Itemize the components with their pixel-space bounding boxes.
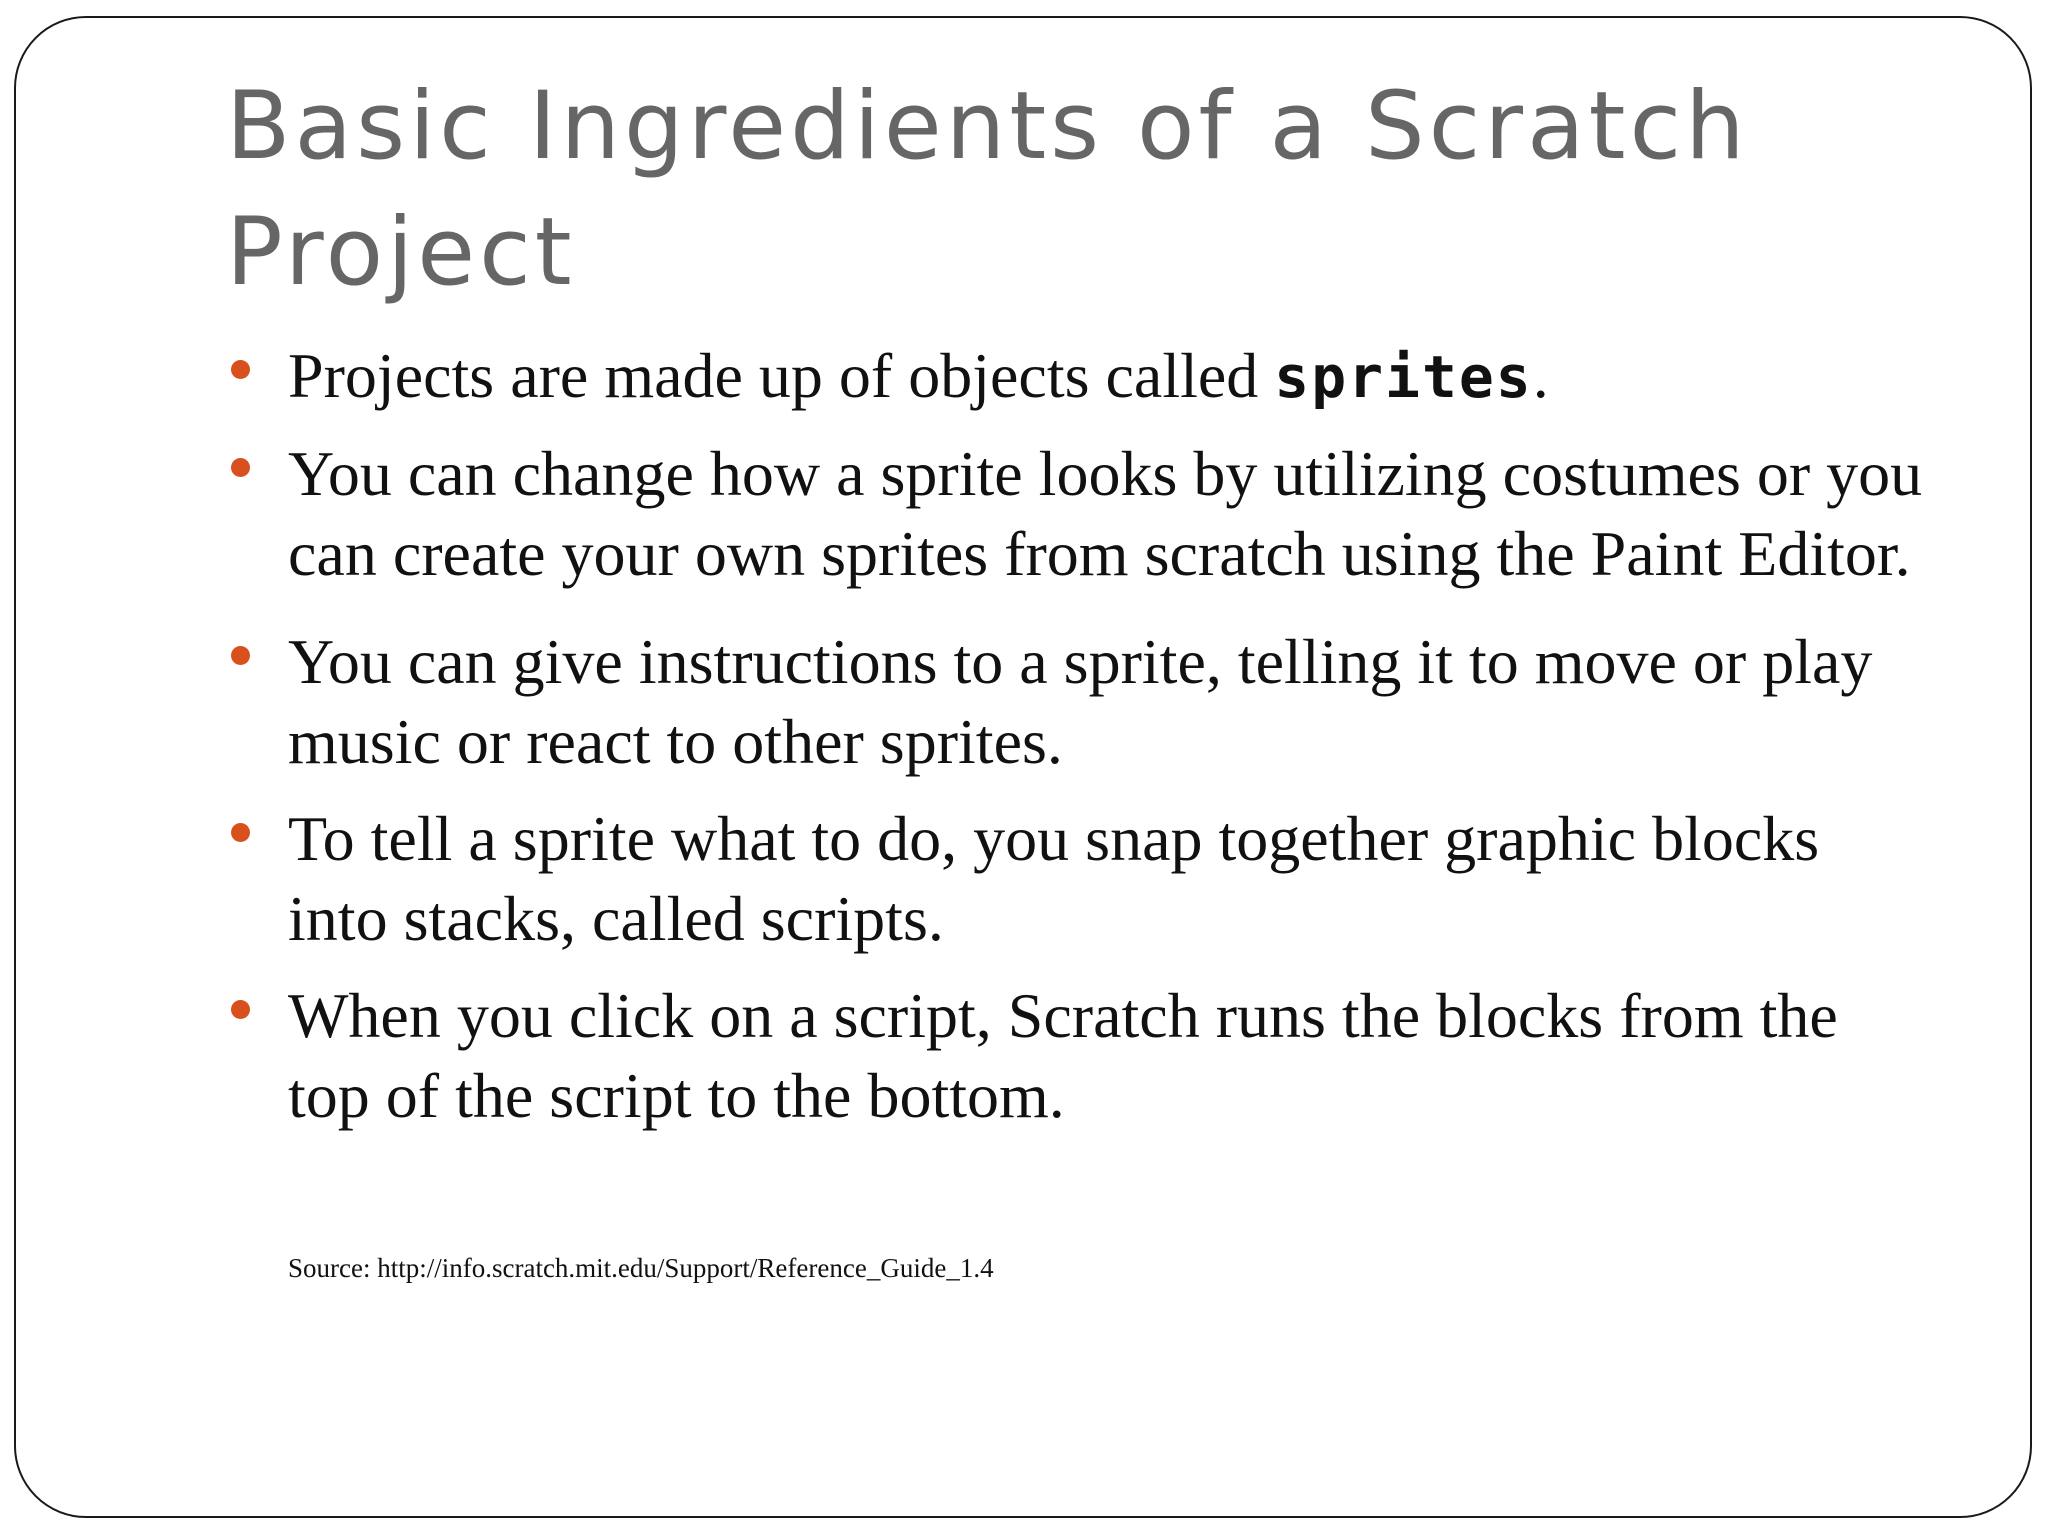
bullet-item-run-order: [226, 976, 1926, 1136]
bullet-text-end: .: [1532, 340, 1549, 411]
bullet-text: When you click on a script, Scratch runs the blocks from the top of the script to the bottom.: [288, 980, 1838, 1131]
bullet-item-costumes: [226, 434, 1926, 594]
bullet-item-instructions: [226, 622, 1926, 782]
bullet-text: To tell a sprite what to do, you snap together graphic blocks into stacks, called scripts.: [288, 803, 1820, 954]
bullet-text: You can change how a sprite looks by utilizing costumes or you can create your own sprites from scratch using the Paint Editor.: [288, 438, 1923, 589]
bullet-icon: [231, 1000, 250, 1019]
bullet-icon: [231, 458, 250, 477]
source-note: Source: http://info.scratch.mit.edu/Support/Reference_Guide_1.4: [288, 1253, 994, 1283]
bullet-list: [226, 336, 1926, 1153]
bullet-text: You can give instructions to a sprite, telling it to move or play music or react to other sprites.: [288, 626, 1873, 777]
bullet-item-scripts: [226, 799, 1926, 959]
bold-term-sprites: sprites: [1274, 343, 1533, 411]
bullet-text: Projects are made up of objects called: [288, 340, 1275, 411]
bullet-item-sprites: [226, 336, 1926, 417]
slide-title: Basic Ingredients of a Scratch Project: [226, 72, 1749, 307]
bullet-icon: [231, 646, 250, 665]
bullet-icon: [231, 823, 250, 842]
bullet-icon: [231, 360, 250, 379]
